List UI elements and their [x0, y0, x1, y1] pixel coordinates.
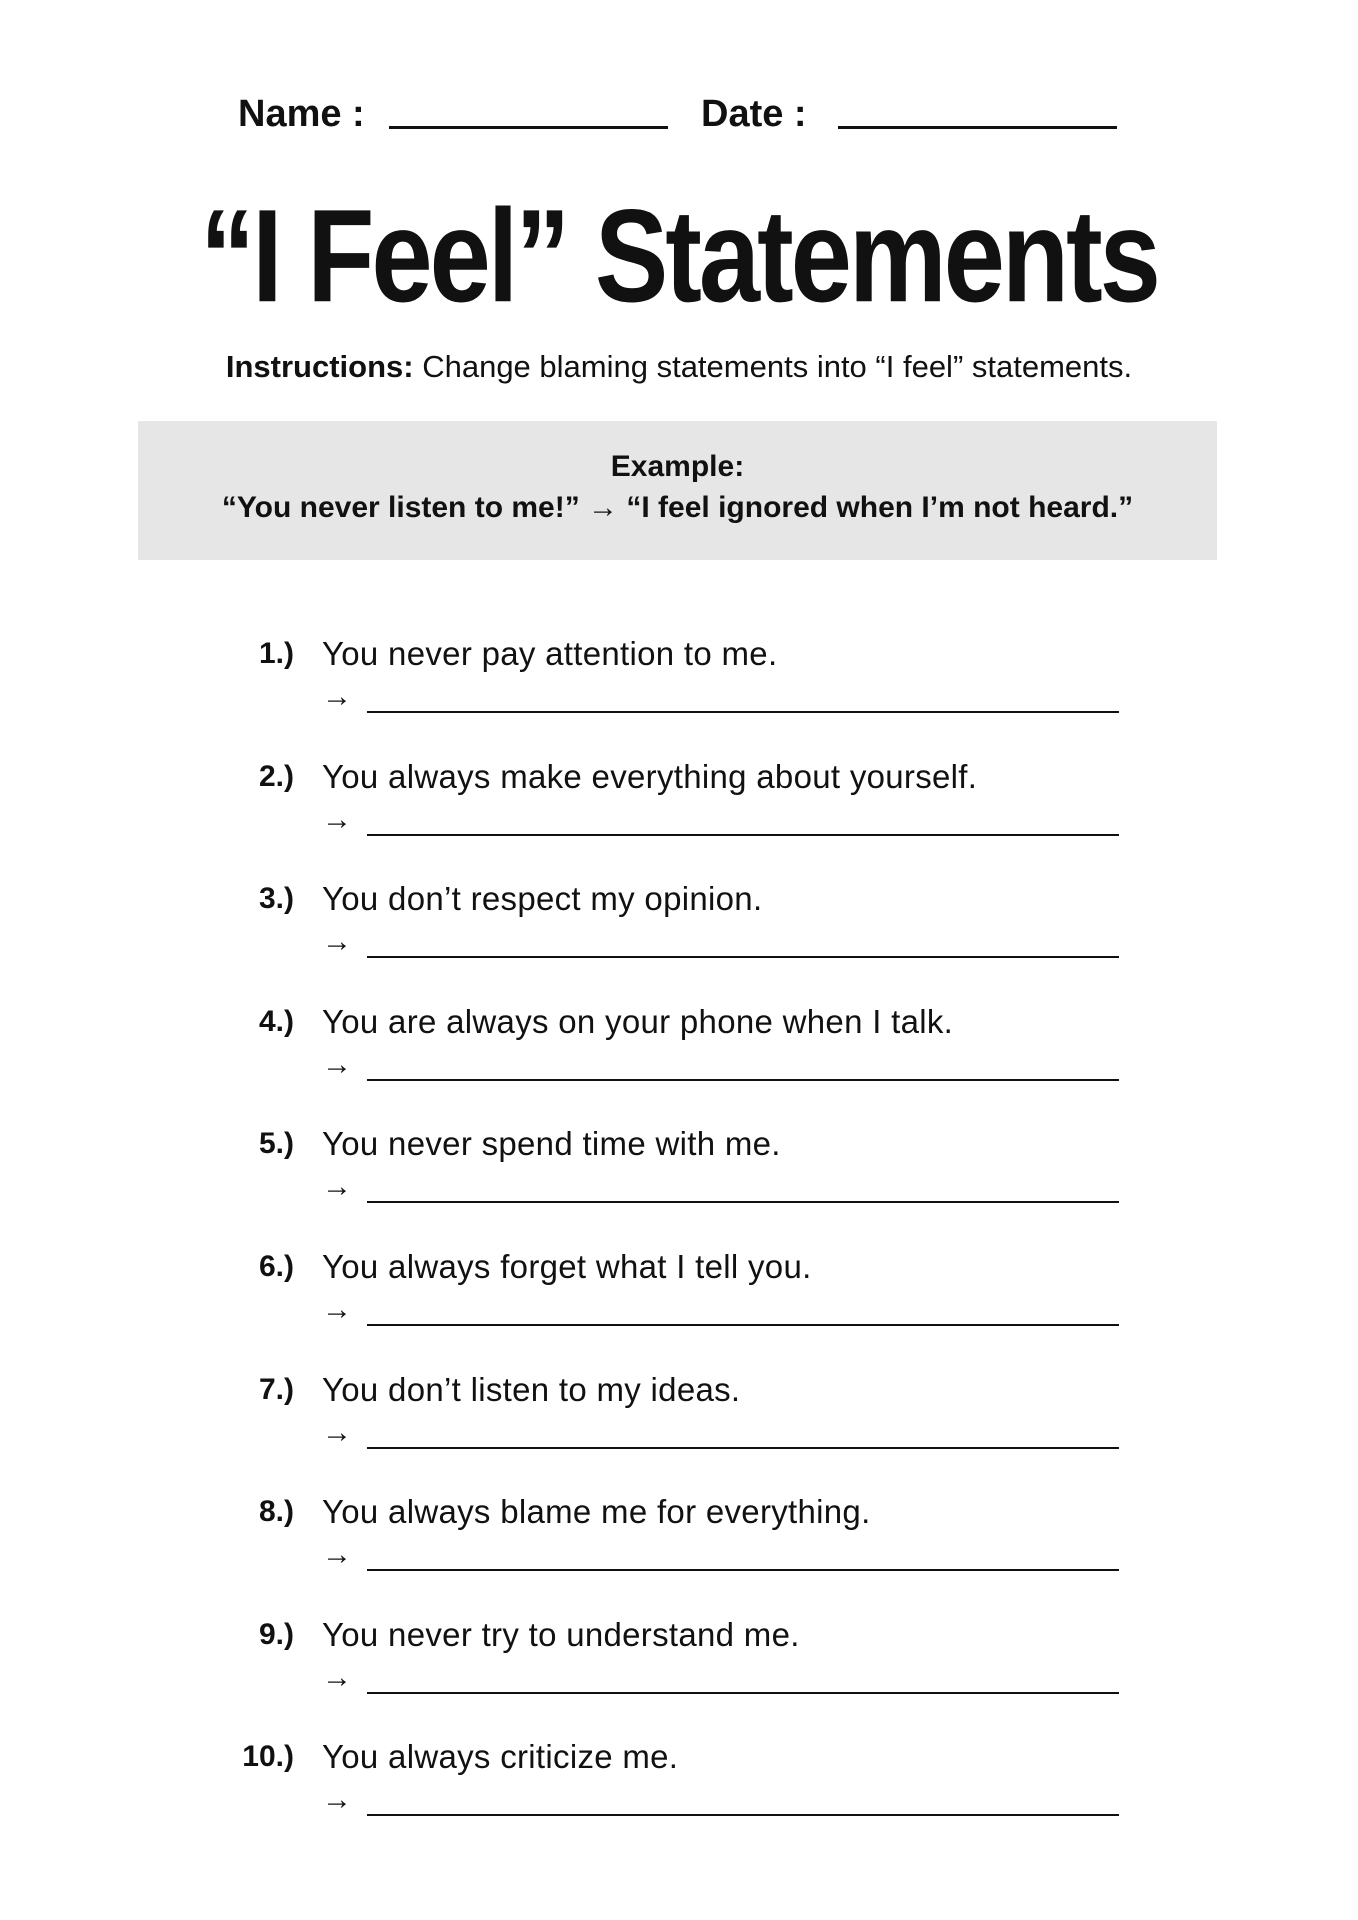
- arrow-icon: →: [322, 1047, 352, 1081]
- name-field[interactable]: [389, 94, 668, 129]
- question-number: 6.): [258, 1249, 294, 1283]
- question-number: 4.): [258, 1004, 294, 1038]
- answer-line[interactable]: [367, 1292, 1119, 1326]
- arrow-icon: →: [322, 1783, 352, 1817]
- blaming-statement: You never pay attention to me.: [322, 635, 778, 672]
- question-item: [0, 1124, 1358, 1247]
- instructions-label: Instructions:: [225, 349, 414, 384]
- question-item: [0, 879, 1358, 1002]
- arrow-icon: →: [322, 1538, 352, 1572]
- question-item: [0, 634, 1358, 757]
- blaming-statement: You never try to understand me.: [322, 1615, 800, 1653]
- question-list: [0, 634, 1358, 1860]
- question-item: [0, 1002, 1358, 1125]
- answer-line[interactable]: [367, 802, 1119, 836]
- answer-line[interactable]: [367, 1660, 1119, 1694]
- question-number: 2.): [258, 759, 294, 793]
- answer-line[interactable]: [367, 1047, 1119, 1081]
- question-number: 5.): [258, 1127, 294, 1161]
- example-text: “You never listen to me!” → “I feel ignored when I’m not heard.”: [221, 491, 1134, 524]
- blaming-statement: You always blame me for everything.: [322, 1493, 871, 1531]
- question-number: 1.): [258, 637, 294, 670]
- page-title: “I Feel” Statements: [200, 182, 1158, 330]
- date-field[interactable]: [838, 94, 1117, 129]
- example-box: [138, 421, 1217, 560]
- blaming-statement: You are always on your phone when I talk.: [322, 1002, 954, 1040]
- name-label: Name :: [238, 93, 365, 135]
- question-item: [0, 757, 1358, 880]
- answer-line[interactable]: [367, 1537, 1119, 1571]
- blaming-statement: You don’t listen to my ideas.: [322, 1370, 741, 1408]
- question-number: 3.): [258, 882, 294, 916]
- answer-line[interactable]: [367, 679, 1119, 713]
- answer-line[interactable]: [367, 1415, 1119, 1449]
- question-item: [0, 1737, 1358, 1860]
- blaming-statement: You always criticize me.: [322, 1738, 679, 1776]
- instructions: [0, 347, 1358, 387]
- arrow-icon: →: [322, 802, 352, 836]
- answer-line[interactable]: [367, 924, 1119, 958]
- question-number: 7.): [258, 1372, 294, 1406]
- question-number: 10.): [242, 1740, 294, 1774]
- blaming-statement: You never spend time with me.: [322, 1125, 781, 1163]
- question-number: 8.): [258, 1495, 294, 1529]
- answer-line[interactable]: [367, 1169, 1119, 1203]
- blaming-statement: You always make everything about yourself.: [322, 757, 978, 795]
- blaming-statement: You always forget what I tell you.: [322, 1247, 812, 1285]
- arrow-icon: →: [322, 1415, 352, 1449]
- arrow-icon: →: [322, 1660, 352, 1694]
- date-label: Date :: [701, 93, 807, 135]
- answer-line[interactable]: [367, 1782, 1119, 1816]
- arrow-icon: →: [322, 1170, 352, 1204]
- question-item: [0, 1492, 1358, 1615]
- example-label: Example:: [610, 450, 745, 483]
- arrow-icon: →: [322, 1292, 352, 1326]
- question-item: [0, 1247, 1358, 1370]
- question-item: [0, 1615, 1358, 1738]
- blaming-statement: You don’t respect my opinion.: [322, 880, 763, 918]
- question-number: 9.): [258, 1617, 294, 1651]
- question-item: [0, 1370, 1358, 1493]
- instructions-text: Change blaming statements into “I feel” statements.: [413, 349, 1133, 384]
- arrow-icon: →: [322, 680, 352, 713]
- arrow-icon: →: [322, 925, 352, 959]
